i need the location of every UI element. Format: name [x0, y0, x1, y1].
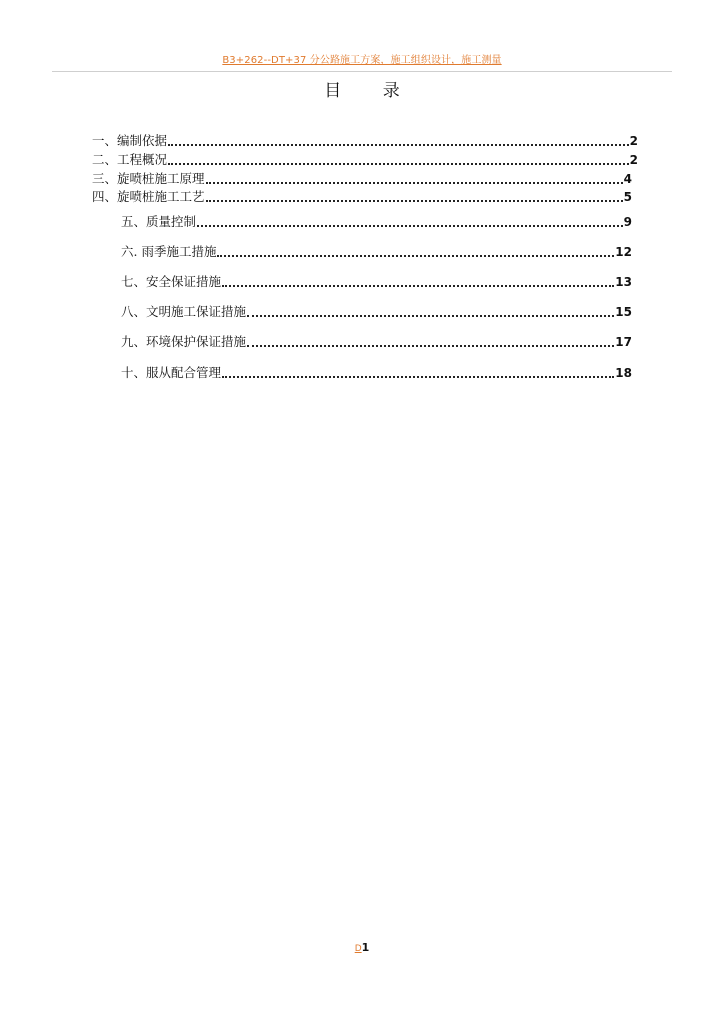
toc-entry[interactable] [121, 334, 632, 350]
toc-entry-label: 十、服从配合管理 [121, 365, 222, 380]
toc-entry-page: 2 [629, 153, 638, 167]
toc-entry[interactable] [121, 274, 632, 290]
toc-entry-label: 七、安全保证措施 [121, 274, 222, 289]
page-number: 1 [361, 941, 370, 954]
toc-entry[interactable] [92, 133, 638, 149]
running-header: B3+262--DT+37 分公路施工方案，施工组织设计，施工测量 [222, 55, 502, 66]
footer-mark: D [354, 944, 362, 954]
dot-leader [222, 274, 614, 290]
toc-entry-page: 15 [615, 305, 632, 319]
toc-entry[interactable] [92, 189, 632, 205]
toc-entry-page: 5 [623, 190, 632, 204]
toc-entry-label: 九、环境保护保证措施 [121, 334, 247, 349]
toc-entry-page: 17 [615, 335, 632, 349]
toc-entry[interactable] [121, 304, 632, 320]
toc-entry[interactable] [121, 244, 632, 260]
header-divider [52, 71, 672, 72]
dot-leader [206, 171, 623, 187]
dot-leader [168, 133, 629, 149]
toc-entry-page: 9 [623, 215, 632, 229]
dot-leader [247, 304, 614, 320]
toc-entry-page: 13 [615, 275, 632, 289]
dot-leader [222, 365, 614, 381]
toc-entry-label: 一、编制依据 [92, 133, 168, 148]
toc-entry-page: 4 [623, 172, 632, 186]
toc-entry-page: 12 [615, 245, 632, 259]
toc-entry-page: 2 [629, 134, 638, 148]
dot-leader [206, 189, 623, 205]
toc-entry-label: 二、工程概况 [92, 152, 168, 167]
toc-title: 目 录 [324, 81, 418, 101]
toc-entry[interactable] [92, 152, 638, 168]
dot-leader [247, 334, 614, 350]
page-footer [0, 941, 724, 956]
toc-entry[interactable] [92, 171, 632, 187]
toc-entry-label: 四、旋喷桩施工工艺 [92, 189, 205, 204]
dot-leader [197, 214, 623, 230]
dot-leader [217, 244, 614, 260]
dot-leader [168, 152, 629, 168]
toc-entry-label: 五、质量控制 [121, 214, 197, 229]
toc-entry[interactable] [121, 365, 632, 381]
toc-entry[interactable] [121, 214, 632, 230]
toc-entry-label: 六. 雨季施工措施 [121, 244, 217, 259]
toc-entry-label: 八、文明施工保证措施 [121, 304, 247, 319]
toc-entry-page: 18 [615, 366, 632, 380]
toc-entry-label: 三、旋喷桩施工原理 [92, 171, 205, 186]
